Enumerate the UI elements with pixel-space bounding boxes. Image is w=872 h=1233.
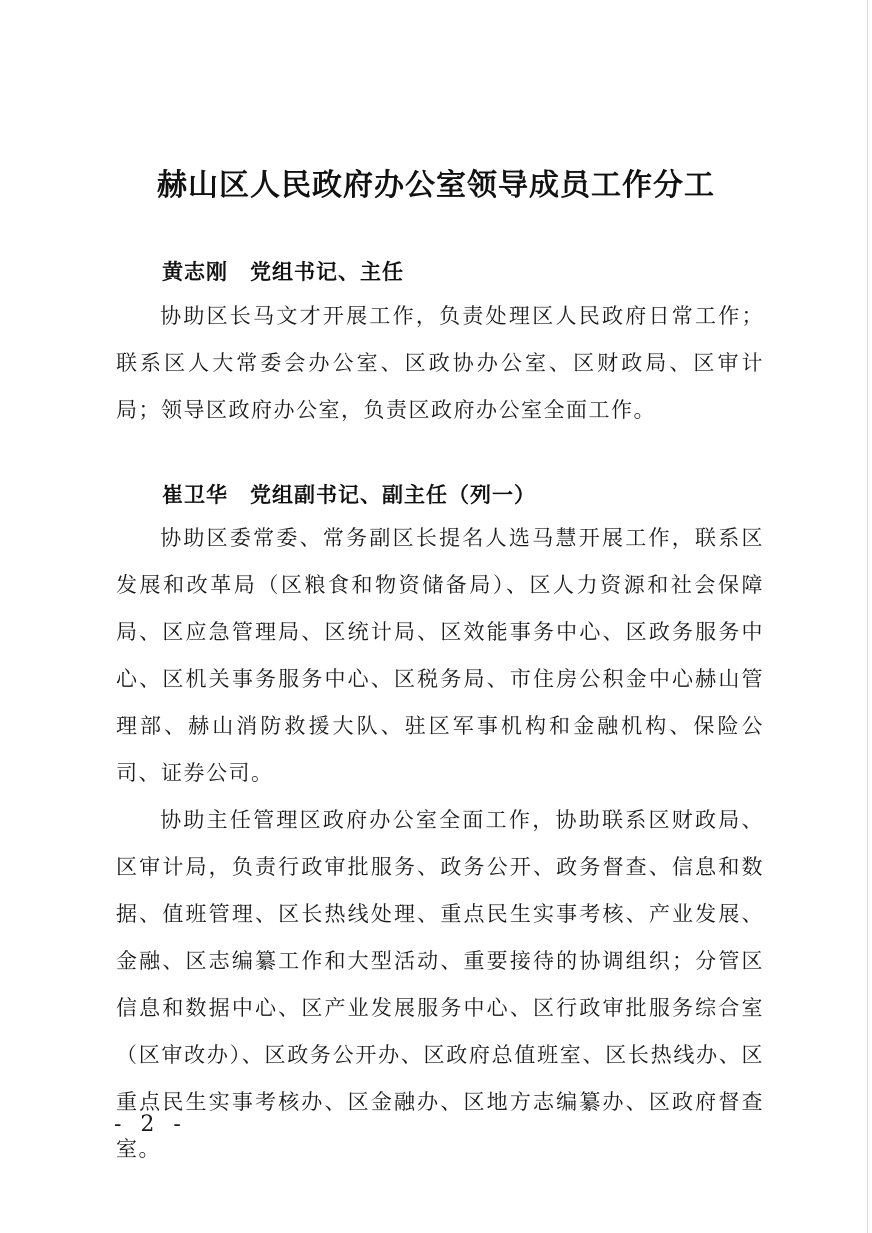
document-title: 赫山区人民政府办公室领导成员工作分工 [157,168,715,203]
member-name: 崔卫华 [162,483,228,507]
duty-paragraph: 协助区长马文才开展工作，负责处理区人民政府日常工作；联系区人大常委会办公室、区政协办公室、区财政局、区审计局；领导区政府办公室，负责区政府办公室全面工作。 [116,304,764,422]
duty-paragraph: 协助主任管理区政府办公室全面工作，协助联系区财政局、区审计局，负责行政审批服务、政务公开、政务督查、信息和数据、值班管理、区长热线处理、重点民生实事考核、产业发展、金融、区志编纂工作和大型活动、重要接待的协调组织；分管区信息和数据中心、区产业发展服务中心、区行政审批服务综合室（区审改办）、区政务公开办、区政府总值班室、区长热线办、区重点民生实事考核办、区金融办、区地方志编纂办、区政府督查室。 [116,808,764,1161]
member-heading-1 [162,256,404,286]
duty-paragraph: 协助区委常委、常务副区长提名人选马慧开展工作，联系区发展和改革局（区粮食和物资储备局）、区人力资源和社会保障局、区应急管理局、区统计局、区效能事务中心、区政务服务中心、区机关事务服务中心、区税务局、市住房公积金中心赫山管理部、赫山消防救援大队、驻区军事机构和金融机构、保险公司、证券公司。 [116,526,764,785]
member-name: 黄志刚 [162,260,228,284]
member-role: 党组副书记、副主任（列一） [250,483,536,507]
page-number: - 2 - [114,1112,187,1137]
member-role: 党组书记、主任 [250,260,404,284]
member-duties-2 [116,515,764,1173]
member-duties-1 [116,293,764,434]
member-heading-2 [162,479,536,509]
